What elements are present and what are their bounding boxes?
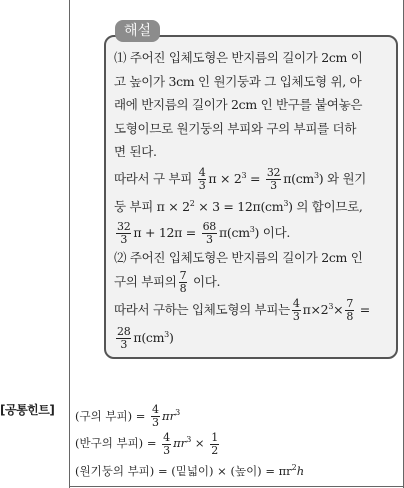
fraction: $\frac{28}{3}$	[117, 325, 131, 352]
solution-line-5: 면 된다.	[114, 144, 157, 159]
fraction: $\frac{32}{3}$	[117, 220, 131, 247]
fraction: $\frac{68}{3}$	[202, 220, 216, 247]
solution-line-2: 고 높이가 3cm 인 원기둥과 그 입체도형 위, 아	[114, 73, 362, 89]
fraction: $\frac{32}{3}$	[266, 165, 281, 192]
calc-sphere-line: 따라서 구 부피 $\frac{4}{3}$ $\pi \times 2^3$ = $\frac{32}{3}$ $\pi(cm^3)$ 와 원기	[114, 165, 367, 192]
solution-line-1: ⑴ 주어진 입체도형은 반지름의 길이가 2cm 이	[114, 50, 363, 65]
solution-line-3: 래에 반지름의 길이가 2cm 인 반구를 붙여놓은	[114, 97, 363, 112]
hint-hemisphere-volume: (반구의 부피) = $\frac{4}{3}$ $\pi r^3$ × $\frac{1}{2}$	[75, 430, 219, 457]
common-hint-label: [공통힌트]	[0, 403, 55, 417]
frame-bottom-border	[69, 486, 404, 487]
fraction: $\frac{1}{2}$	[211, 430, 219, 457]
calc-cylinder-line: 둥 부피 $\pi \times 2^2 \times 3 = 12\pi(cm^3)$ 의 합이므로,	[114, 198, 363, 214]
fraction: $\frac{4}{3}$	[163, 430, 171, 457]
fraction: $\frac{4}{3}$	[292, 297, 300, 324]
hint-cylinder-volume: (원기둥의 부피) = (밑넓이) × (높이) = $\pi r^2h$	[75, 462, 305, 478]
fraction: $\frac{7}{8}$	[179, 268, 187, 295]
part2-line-2: 구의 부피의 $\frac{7}{8}$ 이다.	[114, 268, 221, 295]
solution-tag: 해설	[115, 20, 160, 42]
hint-sphere-volume: (구의 부피) = $\frac{4}{3}$ $\pi r^3$	[75, 403, 181, 430]
calc-sum-line: $\frac{32}{3}$ π + 12π = $\frac{68}{3}$ $\pi(cm^3)$ 이다.	[117, 220, 291, 247]
part2-line-3: 따라서 구하는 입체도형의 부피는 $\frac{4}{3}$ $\pi\times 2^3\times$ $\frac{7}{8}$ =	[114, 297, 370, 324]
fraction: $\frac{7}{8}$	[346, 297, 354, 324]
solution-line-4: 도형이므로 원기둥의 부피와 구의 부피를 더하	[114, 120, 357, 136]
fraction: $\frac{4}{3}$	[152, 403, 160, 430]
fraction: $\frac{4}{3}$	[198, 165, 206, 192]
part2-answer: $\frac{28}{3}$ $\pi(cm^3)$	[117, 325, 174, 352]
frame-left-border	[69, 0, 70, 488]
common-hint	[75, 402, 395, 481]
part2-line-1: ⑵ 주어진 입체도형은 반지름의 길이가 2cm 인	[114, 250, 363, 266]
solution-content	[114, 46, 394, 351]
